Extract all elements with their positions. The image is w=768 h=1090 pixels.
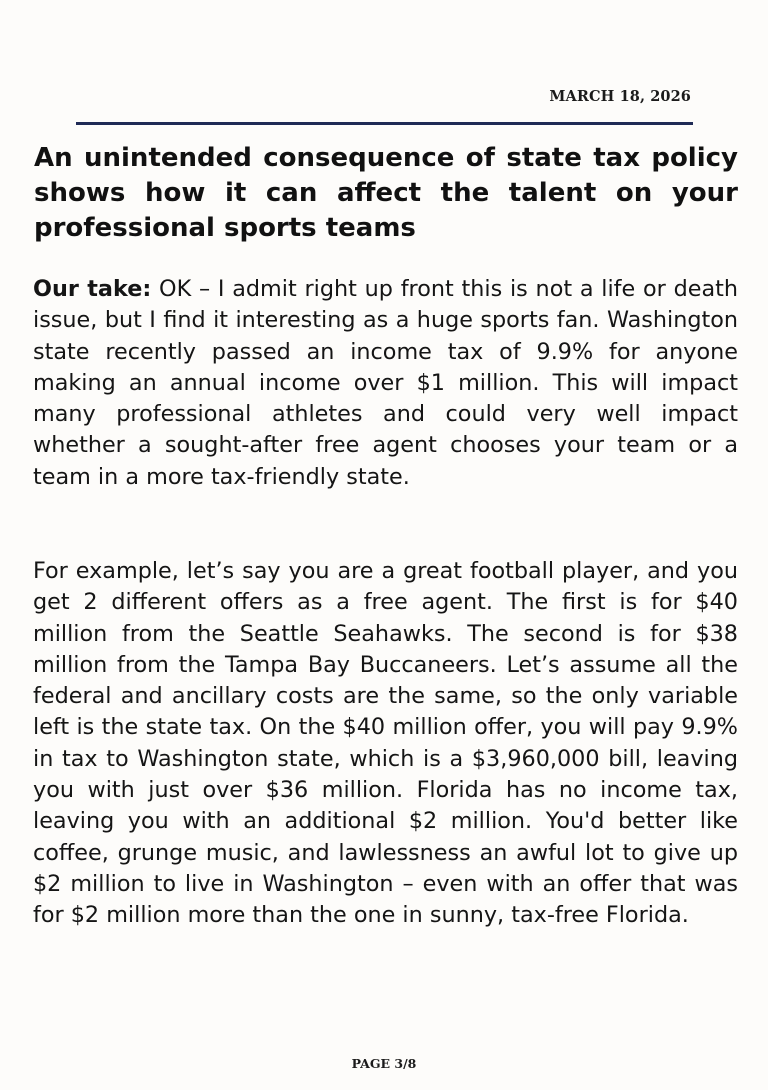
article-headline: An unintended consequence of state tax policy shows how it can affect the talent on your professional sports teams [34, 143, 738, 243]
article-paragraph-1 [33, 274, 738, 493]
page-number: PAGE 3/8 [351, 1056, 417, 1071]
header-divider [76, 122, 693, 125]
our-take-label: Our take: [33, 276, 152, 302]
paragraph-1-text: OK – I admit right up front this is not a life or death issue, but I find it interesting as a huge sports fan. Washington state recently passed an income tax of 9.9% for anyone making an annual income over $1 million. This will impact many professional athletes and could very well impact whether a sought-after free agent chooses your team or a team in a more tax-friendly state. [33, 276, 739, 490]
publication-date: MARCH 18, 2026 [549, 88, 691, 105]
article-paragraph-2: For example, let’s say you are a great football player, and you get 2 different offers as a free agent. The first is for $40 million from the Seattle Seahawks. The second is for $38 million from the Tampa Bay Buccaneers. Let’s assume all the federal and ancillary costs are the same, so the only variable left is the state tax. On the $40 million offer, you will pay 9.9% in tax to Washington state, which is a $3,960,000 bill, leaving you with just over $36 million. Florida has no income tax, leaving you with an additional $2 million. You'd better like coffee, grunge music, and lawlessness an awful lot to give up $2 million to live in Washington – even with an offer that was for $2 million more than the one in sunny, tax-free Florida. [33, 558, 738, 929]
